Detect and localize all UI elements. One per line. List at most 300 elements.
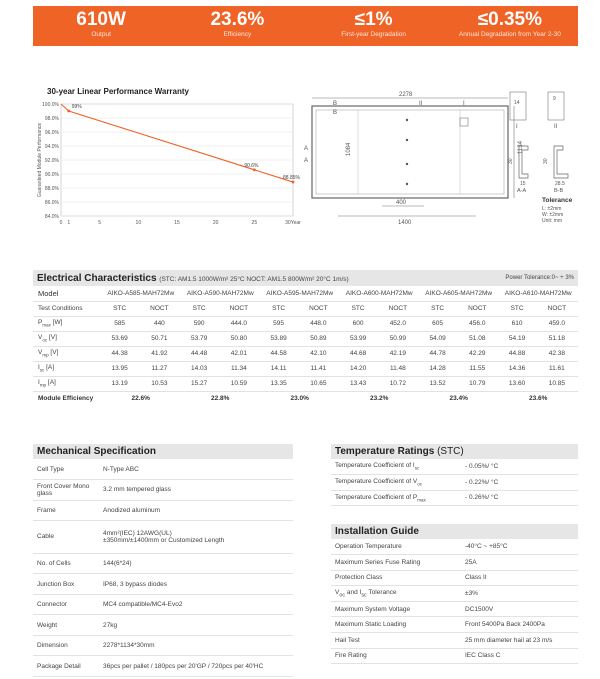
section-b-label: B-B — [554, 188, 564, 194]
installation-guide — [331, 524, 578, 664]
spec-value-text: 25A — [465, 558, 477, 566]
spec-key: Front Cover Mono glass — [33, 480, 99, 501]
y-tick-label: 84.0% — [44, 214, 59, 220]
spec-key: Maximum Series Fuse Rating — [331, 555, 461, 571]
electrical-value: 44.48 — [180, 346, 217, 361]
electrical-title-wrap — [37, 273, 349, 284]
spec-key-subscript: max — [417, 496, 426, 502]
noct-header: NOCT — [536, 301, 578, 316]
spec-value — [461, 475, 578, 491]
spec-key — [331, 490, 461, 506]
electrical-value: 42.29 — [456, 346, 498, 361]
electrical-value: 444.0 — [218, 316, 260, 331]
spec-value — [99, 615, 293, 636]
electrical-value: 51.08 — [456, 331, 498, 346]
electrical-row — [33, 346, 578, 361]
spec-value — [461, 601, 578, 617]
efficiency-value: 23.4% — [449, 395, 468, 403]
section-letter: B — [333, 101, 338, 107]
efficiency-label: Module Efficiency — [38, 395, 94, 403]
electrical-value: 600 — [339, 316, 376, 331]
parameter-label — [33, 346, 101, 361]
x-tick-label: 5 — [98, 220, 102, 226]
detail-label: I — [463, 101, 465, 107]
electrical-value: 459.0 — [536, 316, 578, 331]
spec-value — [99, 656, 293, 677]
electrical-value: 15.27 — [180, 376, 217, 391]
electrical-value: 590 — [180, 316, 217, 331]
electrical-value: 10.59 — [218, 376, 260, 391]
electrical-value: 14.36 — [498, 361, 535, 376]
noct-header: NOCT — [297, 301, 339, 316]
detail-ii-box — [548, 92, 564, 120]
electrical-value: 11.48 — [377, 361, 419, 376]
electrical-value: 610 — [498, 316, 535, 331]
kpi-value: 23.6% — [210, 9, 265, 30]
efficiency-value: 23.6% — [528, 395, 548, 403]
section-dim: 30 — [508, 158, 514, 164]
spec-value-text: IP68, 3 bypass diodes — [103, 580, 167, 588]
kpi-output — [33, 6, 169, 46]
electrical-characteristics — [33, 270, 578, 406]
spec-key: Cell Type — [33, 459, 99, 480]
pitch-dimension: 400 — [396, 200, 407, 206]
spec-row — [33, 574, 293, 595]
model-name: AIKO-A585-MAH72Mw — [101, 286, 180, 301]
spec-value-text: 25 mm diameter hail at 23 m/s — [465, 636, 553, 644]
electrical-value: 14.11 — [260, 361, 297, 376]
noct-header: NOCT — [138, 301, 180, 316]
model-label: Model — [33, 286, 101, 301]
data-label: 88.85% — [283, 175, 300, 182]
electrical-value: 42.01 — [218, 346, 260, 361]
spec-value — [99, 635, 293, 656]
spec-value-text: Anodized aluminum — [103, 506, 161, 514]
kpi-value: ≤0.35% — [477, 9, 543, 30]
spec-value-text: 27kg — [103, 621, 118, 629]
detail-ii-label: II — [554, 124, 558, 130]
noct-header: NOCT — [456, 301, 498, 316]
spec-value-text: IEC Class C — [465, 652, 501, 660]
x-tick-label: 20 — [212, 220, 219, 226]
detail-label: II — [419, 101, 423, 107]
parameter-label — [33, 376, 101, 391]
electrical-header — [33, 270, 578, 286]
spec-row — [331, 586, 578, 602]
spec-row — [331, 601, 578, 617]
parameter-symbol: I — [38, 379, 40, 387]
spec-value-text: ±3% — [465, 590, 478, 598]
tolerance-line: L: ±2mm — [542, 206, 562, 212]
electrical-table — [33, 286, 578, 406]
electrical-value: 10.72 — [377, 376, 419, 391]
mount-hole — [406, 163, 408, 165]
electrical-row — [33, 376, 578, 391]
spec-key: Connector — [33, 594, 99, 615]
electrical-value: 14.03 — [180, 361, 217, 376]
efficiency-value: 22.6% — [131, 395, 150, 403]
key-figures-banner — [33, 6, 578, 46]
electrical-value: 42.19 — [377, 346, 419, 361]
spec-key-subscript: sc — [414, 465, 420, 471]
spec-row — [33, 480, 293, 501]
warranty-title: 30-year Linear Performance Warranty — [47, 87, 189, 96]
electrical-value: 50.71 — [138, 331, 180, 346]
width-dimension: 2278 — [399, 92, 413, 98]
span-dimension: 1400 — [398, 220, 412, 226]
y-tick-label: 88.0% — [44, 186, 59, 192]
y-tick-label: 96.0% — [44, 130, 59, 136]
test-conditions-label: Test Conditions — [33, 301, 101, 316]
kpi-label: Annual Degradation from Year 2-30 — [458, 31, 561, 38]
spec-key: Junction Box — [33, 574, 99, 595]
electrical-value: 50.89 — [297, 331, 339, 346]
noct-header: NOCT — [377, 301, 419, 316]
kpi-value: ≤1% — [354, 9, 393, 30]
section-letter: A — [304, 146, 309, 152]
spec-row — [33, 594, 293, 615]
spec-value — [99, 459, 293, 480]
electrical-value: 11.41 — [297, 361, 339, 376]
electrical-value: 14.20 — [339, 361, 376, 376]
kpi-annual-degradation — [442, 6, 578, 46]
spec-key: Fire Rating — [331, 648, 461, 664]
spec-row — [331, 570, 578, 586]
stc-header: STC — [498, 301, 535, 316]
spec-value — [461, 555, 578, 571]
parameter-unit: [W] — [52, 319, 63, 327]
electrical-value: 41.92 — [138, 346, 180, 361]
spec-value — [461, 617, 578, 633]
electrical-value: 44.38 — [101, 346, 138, 361]
spec-value — [99, 480, 293, 501]
section-letter: B — [333, 110, 338, 116]
spec-row — [331, 648, 578, 664]
section-dim: 30 — [543, 158, 549, 164]
parameter-symbol: P — [38, 319, 43, 327]
warranty-series-line — [61, 104, 293, 182]
spec-key: $V_{oc}$ and $I_{sc}$ Tolerance — [331, 586, 461, 602]
model-name: AIKO-A610-MAH72Mw — [498, 286, 578, 301]
model-name: AIKO-A595-MAH72Mw — [260, 286, 339, 301]
spec-value-text: 144(6*24) — [103, 560, 132, 568]
spec-key: Package Detail — [33, 656, 99, 677]
electrical-title: Electrical Characteristics — [37, 272, 157, 284]
model-name: AIKO-A590-MAH72Mw — [180, 286, 259, 301]
parameter-subscript: mp — [42, 352, 49, 358]
x-tick-label: 0 — [59, 220, 63, 226]
parameter-subscript: max — [42, 322, 51, 328]
spec-key: Dimension — [33, 635, 99, 656]
spec-row — [331, 475, 578, 491]
parameter-unit: [A] — [47, 379, 56, 387]
electrical-value: 10.53 — [138, 376, 180, 391]
data-label: 90.6% — [244, 162, 259, 169]
data-point — [67, 110, 70, 113]
noct-header: NOCT — [218, 301, 260, 316]
stc-header: STC — [339, 301, 376, 316]
stc-header: STC — [101, 301, 138, 316]
electrical-value: 595 — [260, 316, 297, 331]
spec-value — [461, 490, 578, 506]
spec-value — [99, 594, 293, 615]
installation-table — [331, 539, 578, 664]
spec-row — [331, 555, 578, 571]
electrical-value: 448.0 — [297, 316, 339, 331]
parameter-unit: [A] — [46, 364, 55, 372]
spec-value-text: Class II — [465, 574, 487, 582]
test-conditions-row — [33, 301, 578, 316]
electrical-value: 13.43 — [339, 376, 376, 391]
detail-i-label: I — [516, 124, 518, 130]
mount-hole — [406, 139, 408, 141]
module-dimension-drawing — [300, 88, 578, 238]
spec-value — [461, 586, 578, 602]
electrical-row — [33, 316, 578, 331]
section-dim: 28.5 — [555, 181, 565, 187]
y-tick-label: 92.0% — [44, 158, 59, 164]
spec-value-text: -40°C ~ +85°C — [465, 543, 508, 551]
y-tick-label: 94.0% — [44, 144, 59, 150]
parameter-subscript: sc — [39, 367, 45, 373]
spec-value-text: 2278*1134*30mm — [103, 642, 155, 650]
spec-row — [331, 490, 578, 506]
parameter-label — [33, 316, 101, 331]
spec-row — [331, 617, 578, 633]
parameter-label — [33, 331, 101, 346]
spec-value — [461, 539, 578, 555]
y-tick-label: 98.0% — [44, 116, 59, 122]
electrical-value: 440 — [138, 316, 180, 331]
model-name: AIKO-A600-MAH72Mw — [339, 286, 418, 301]
spec-key: Maximum Static Loading — [331, 617, 461, 633]
electrical-value: 50.80 — [218, 331, 260, 346]
spec-key-text: Temperature Coefficient of I — [335, 462, 415, 470]
parameter-subscript: oc — [42, 337, 48, 343]
spec-row — [33, 553, 293, 574]
junction-box — [460, 118, 468, 126]
electrical-value: 51.18 — [536, 331, 578, 346]
spec-row — [331, 633, 578, 649]
spec-value — [461, 648, 578, 664]
spec-key: Hail Test — [331, 633, 461, 649]
section-dim: 15 — [520, 181, 526, 187]
spec-key-subscript: oc — [417, 481, 423, 487]
spec-key — [331, 475, 461, 491]
spec-value — [99, 521, 293, 554]
spec-value-text: - 0.26%/ °C — [465, 494, 499, 502]
spec-row — [331, 539, 578, 555]
electrical-value: 13.95 — [101, 361, 138, 376]
spec-row — [33, 635, 293, 656]
mechanical-title: Mechanical Specification — [33, 444, 293, 459]
electrical-row — [33, 331, 578, 346]
parameter-unit: [V] — [50, 349, 59, 357]
electrical-value: 13.35 — [260, 376, 297, 391]
electrical-value: 11.55 — [456, 361, 498, 376]
electrical-value: 14.28 — [419, 361, 456, 376]
spec-value — [99, 500, 293, 521]
mount-hole — [406, 183, 408, 185]
installation-title: Installation Guide — [331, 524, 578, 539]
spec-value — [461, 570, 578, 586]
spec-value-text: DC1500V — [465, 605, 494, 613]
efficiency-value: 23.0% — [290, 395, 309, 403]
electrical-conditions: (STC: AM1.5 1000W/m² 25°C NOCT: AM1.5 800W/m² 20°C 1m/s) — [159, 275, 349, 283]
electrical-value: 42.10 — [297, 346, 339, 361]
electrical-value: 10.79 — [456, 376, 498, 391]
y-tick-label: 100.0% — [42, 102, 59, 108]
spec-value — [461, 633, 578, 649]
data-label: 99% — [71, 104, 82, 110]
detail-i-box — [510, 92, 526, 120]
kpi-label: Output — [91, 31, 111, 38]
electrical-value: 13.52 — [419, 376, 456, 391]
kpi-label: First-year Degradation — [341, 31, 406, 38]
spec-value-text: - 0.22%/ °C — [465, 478, 499, 486]
spec-value-text: ±350mm/±1400mm or Customized Length — [103, 536, 225, 544]
tolerance-line: Unit: mm — [542, 218, 562, 224]
tolerance-line: W: ±2mm — [542, 212, 564, 218]
kpi-first-year-degradation — [306, 6, 442, 46]
section-a-label: A-A — [517, 188, 527, 194]
y-tick-label: 90.0% — [44, 172, 59, 178]
electrical-value: 50.99 — [377, 331, 419, 346]
spec-value-text: 3.2 mm tempered glass — [103, 486, 171, 494]
x-tick-label: 30Year — [285, 220, 301, 226]
electrical-value: 44.78 — [419, 346, 456, 361]
electrical-value: 11.61 — [536, 361, 578, 376]
warranty-chart — [33, 98, 303, 233]
electrical-values — [33, 316, 578, 391]
height-dimension: 1134 — [518, 141, 524, 154]
spec-value — [99, 553, 293, 574]
parameter-symbol: V — [38, 334, 43, 342]
stc-header: STC — [419, 301, 456, 316]
electrical-row — [33, 361, 578, 376]
temperature-title: Temperature Ratings — [335, 446, 435, 457]
electrical-value: 53.79 — [180, 331, 217, 346]
x-tick-label: 15 — [174, 220, 180, 226]
electrical-value: 53.69 — [101, 331, 138, 346]
power-tolerance: Power Tolerance:0~ + 3% — [505, 275, 574, 281]
spec-row — [33, 521, 293, 554]
y-tick-label: 86.0% — [44, 200, 59, 206]
temperature-title-wrap — [331, 444, 578, 459]
module-outline — [312, 106, 508, 198]
stc-header: STC — [180, 301, 217, 316]
spec-key: Weight — [33, 615, 99, 636]
parameter-unit: [V] — [48, 334, 57, 342]
mechanical-specification — [33, 444, 293, 677]
spec-row — [33, 500, 293, 521]
efficiency-value: 23.2% — [369, 395, 389, 403]
parameter-symbol: I — [38, 364, 40, 372]
detail-dim: 14 — [514, 100, 520, 106]
spec-key: No. of Cells — [33, 553, 99, 574]
electrical-value: 10.65 — [297, 376, 339, 391]
electrical-value: 11.27 — [138, 361, 180, 376]
section-letter: A — [304, 158, 309, 164]
spec-value-text: MC4 compatible/MC4-Evo2 — [103, 601, 183, 609]
inner-height-dimension: 1084 — [346, 142, 352, 156]
electrical-value: 53.89 — [260, 331, 297, 346]
spec-key: Maximum System Voltage — [331, 601, 461, 617]
electrical-value: 44.88 — [498, 346, 535, 361]
spec-value-text: 36pcs per pallet / 180pcs per 20'GP / 720pcs per 40'HC — [103, 662, 264, 670]
x-tick-label: 1 — [67, 220, 71, 226]
electrical-value: 53.99 — [339, 331, 376, 346]
kpi-value: 610W — [76, 9, 126, 30]
y-axis-label: Guaranteed Module Performance — [37, 122, 43, 198]
temperature-ratings — [331, 444, 578, 506]
electrical-value: 44.58 — [260, 346, 297, 361]
spec-row — [33, 656, 293, 677]
detail-dim: 9 — [553, 96, 556, 102]
spec-key-text: Temperature Coefficient of P — [335, 493, 418, 501]
section-b-profile — [554, 146, 568, 178]
mount-hole — [406, 119, 408, 121]
spec-key: Operation Temperature — [331, 539, 461, 555]
kpi-label: Efficiency — [223, 31, 252, 38]
spec-key — [331, 459, 461, 475]
spec-key: Frame — [33, 500, 99, 521]
efficiency-value: 22.8% — [211, 395, 230, 403]
spec-value — [461, 459, 578, 475]
electrical-value: 11.34 — [218, 361, 260, 376]
electrical-value: 10.85 — [536, 376, 578, 391]
x-tick-label: 25 — [251, 220, 258, 226]
model-row — [33, 286, 578, 301]
parameter-label — [33, 361, 101, 376]
electrical-value: 54.09 — [419, 331, 456, 346]
stc-header: STC — [260, 301, 297, 316]
spec-value-text: 4mm²(IEC) 12AWG(UL) — [103, 529, 172, 537]
data-point — [253, 168, 256, 171]
electrical-value: 42.38 — [536, 346, 578, 361]
spec-key-text: Temperature Coefficient of V — [335, 478, 418, 486]
kpi-efficiency — [169, 6, 305, 46]
temperature-table — [331, 459, 578, 506]
electrical-value: 605 — [419, 316, 456, 331]
temperature-title-suffix: (STC) — [437, 446, 464, 457]
spec-key: Cable — [33, 521, 99, 554]
spec-value — [99, 574, 293, 595]
spec-value-text: - 0.05%/ °C — [465, 463, 499, 470]
spec-row — [33, 459, 293, 480]
data-point — [292, 181, 295, 184]
electrical-value: 456.0 — [456, 316, 498, 331]
spec-key: Protection Class — [331, 570, 461, 586]
electrical-value: 13.19 — [101, 376, 138, 391]
electrical-value: 54.19 — [498, 331, 535, 346]
model-name: AIKO-A605-MAH72Mw — [419, 286, 498, 301]
mechanical-table — [33, 459, 293, 677]
x-tick-label: 10 — [135, 220, 142, 226]
electrical-value: 13.60 — [498, 376, 535, 391]
tolerance-title: Tolerance — [542, 197, 573, 204]
module-efficiency-row — [33, 391, 578, 406]
parameter-subscript: mp — [39, 382, 47, 388]
spec-row — [33, 615, 293, 636]
parameter-symbol: V — [38, 349, 43, 357]
electrical-value: 452.0 — [377, 316, 419, 331]
electrical-value: 44.68 — [339, 346, 376, 361]
spec-row — [331, 459, 578, 475]
spec-value-text: Front 5400Pa Back 2400Pa — [465, 621, 545, 629]
electrical-value: 585 — [101, 316, 138, 331]
spec-value-text: N-Type ABC — [103, 465, 139, 473]
